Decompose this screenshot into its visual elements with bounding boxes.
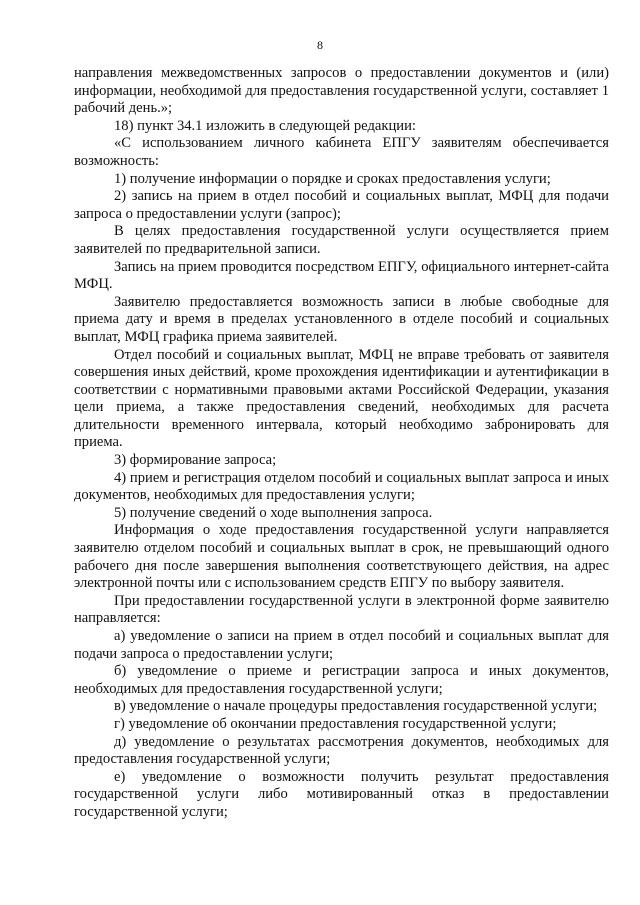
paragraph: Информация о ходе предоставления государственной услуги направляется заявителю отделом пособий и социальных выплат в срок, не превышающий одного рабочего дня после завершения выполнения соответствующего действия, на адрес электронной почты или с использованием средств ЕПГУ по выбору заявителя. [74, 522, 609, 592]
list-item: 4) прием и регистрация отделом пособий и социальных выплат запроса и иных документов, необходимых для предоставления услуги; [74, 469, 609, 504]
paragraph: направления межведомственных запросов о предоставлении документов и (или) информации, необходимой для предоставления государственной услуги, составляет 1 рабочий день.»; [74, 65, 609, 117]
list-item: г) уведомление об окончании предоставления государственной услуги; [114, 715, 557, 732]
paragraph: «С использованием личного кабинета ЕПГУ заявителям обеспечивается возможность: [74, 135, 609, 169]
list-item: 1) получение информации о порядке и сроках предоставления услуги; [114, 170, 551, 187]
list-item: е) уведомление о возможности получить результат предоставления государственной услуги либо мотивированный отказ в предоставлении государственной услуги; [74, 768, 609, 820]
paragraph: В целях предоставления государственной услуги осуществляется прием заявителей по предварительной записи. [74, 223, 609, 257]
page-number: 8 [317, 38, 323, 52]
list-item: в) уведомление о начале процедуры предоставления государственной услуги; [114, 698, 598, 715]
list-item: 5) получение сведений о ходе выполнения запроса. [114, 504, 433, 521]
paragraph: Запись на прием проводится посредством ЕПГУ, официального интернет-сайта МФЦ. [74, 258, 609, 293]
paragraph: При предоставлении государственной услуги в электронной форме заявителю направляется: [74, 592, 609, 627]
list-item: а) уведомление о записи на прием в отдел пособий и социальных выплат для подачи запроса о предоставлении услуги; [74, 628, 609, 662]
paragraph: 18) пункт 34.1 изложить в следующей редакции: [114, 117, 416, 134]
document-body [74, 65, 609, 822]
paragraph: Отдел пособий и социальных выплат, МФЦ не вправе требовать от заявителя совершения иных действий, кроме прохождения идентификации и аутентификации в соответствии с нормативными правовыми актами Российской Федерации, указания цели приема, а также предоставления сведений, необходимых для расчета длительности временного интервала, который необходимо забронировать для приема. [74, 346, 609, 451]
paragraph: Заявителю предоставляется возможность записи в любые свободные для приема дату и время в пределах установленного в отделе пособий и социальных выплат, МФЦ графика приема заявителей. [74, 293, 609, 345]
list-item: д) уведомление о результатах рассмотрения документов, необходимых для предоставления государственной услуги; [74, 733, 609, 768]
list-item: 2) запись на прием в отдел пособий и социальных выплат, МФЦ для подачи запроса о предоставлении услуги (запрос); [74, 188, 609, 222]
list-item: б) уведомление о приеме и регистрации запроса и иных документов, необходимых для предоставления государственной услуги; [74, 663, 609, 697]
list-item: 3) формирование запроса; [114, 452, 277, 469]
